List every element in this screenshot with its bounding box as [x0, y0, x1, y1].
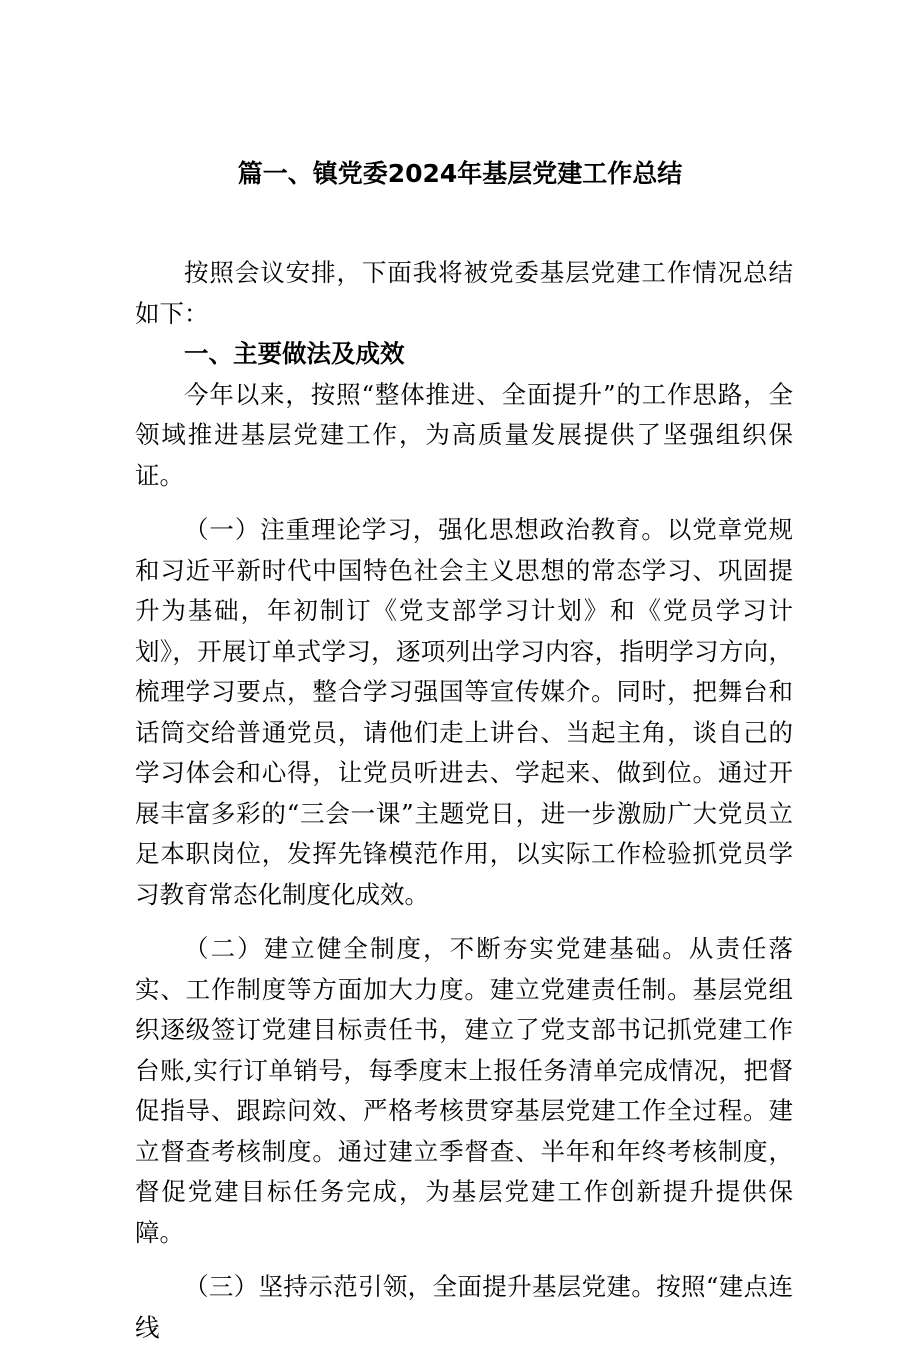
item-2-paragraph: （二）建立健全制度，不断夯实党建基础。从责任落实、工作制度等方面加大力度。建立党建责任制。基层党组织逐级签订党建目标责任书，建立了党支部书记抓党建工作台账,实行订单销号，每季度末上报任务清单完成情况，把督促指导、跟踪问效、严格考核贯穿基层党建工作全过程。建立督查考核制度。通过建立季督查、半年和年终考核制度，督促党建目标任务完成，为基层党建工作创新提升提供保障。 [135, 934, 793, 1247]
document-title: 篇一、镇党委2024年基层党建工作总结 [237, 159, 683, 188]
section-lead-paragraph: 今年以来，按照“整体推进、全面提升”的工作思路，全领域推进基层党建工作，为高质量发展提供了坚强组织保证。 [135, 379, 793, 490]
section-heading-1: 一、主要做法及成效 [184, 339, 405, 368]
item-3-paragraph: （三）坚持示范引领，全面提升基层党建。按照“建点连线 [135, 1272, 793, 1342]
document-body [135, 253, 793, 1348]
item-1-paragraph: （一）注重理论学习，强化思想政治教育。以党章党规和习近平新时代中国特色社会主义思想的常态学习、巩固提升为基础，年初制订《党支部学习计划》和《党员学习计划》，开展订单式学习，逐项列出学习内容，指明学习方向，梳理学习要点，整合学习强国等宣传媒介。同时，把舞台和话筒交给普通党员，请他们走上讲台、当起主角，谈自己的学习体会和心得，让党员听进去、学起来、做到位。通过开展丰富多彩的“三会一课”主题党日，进一步激励广大党员立足本职岗位，发挥先锋模范作用，以实际工作检验抓党员学习教育常态化制度化成效。 [135, 515, 793, 909]
intro-paragraph: 按照会议安排，下面我将被党委基层党建工作情况总结如下： [135, 258, 793, 328]
